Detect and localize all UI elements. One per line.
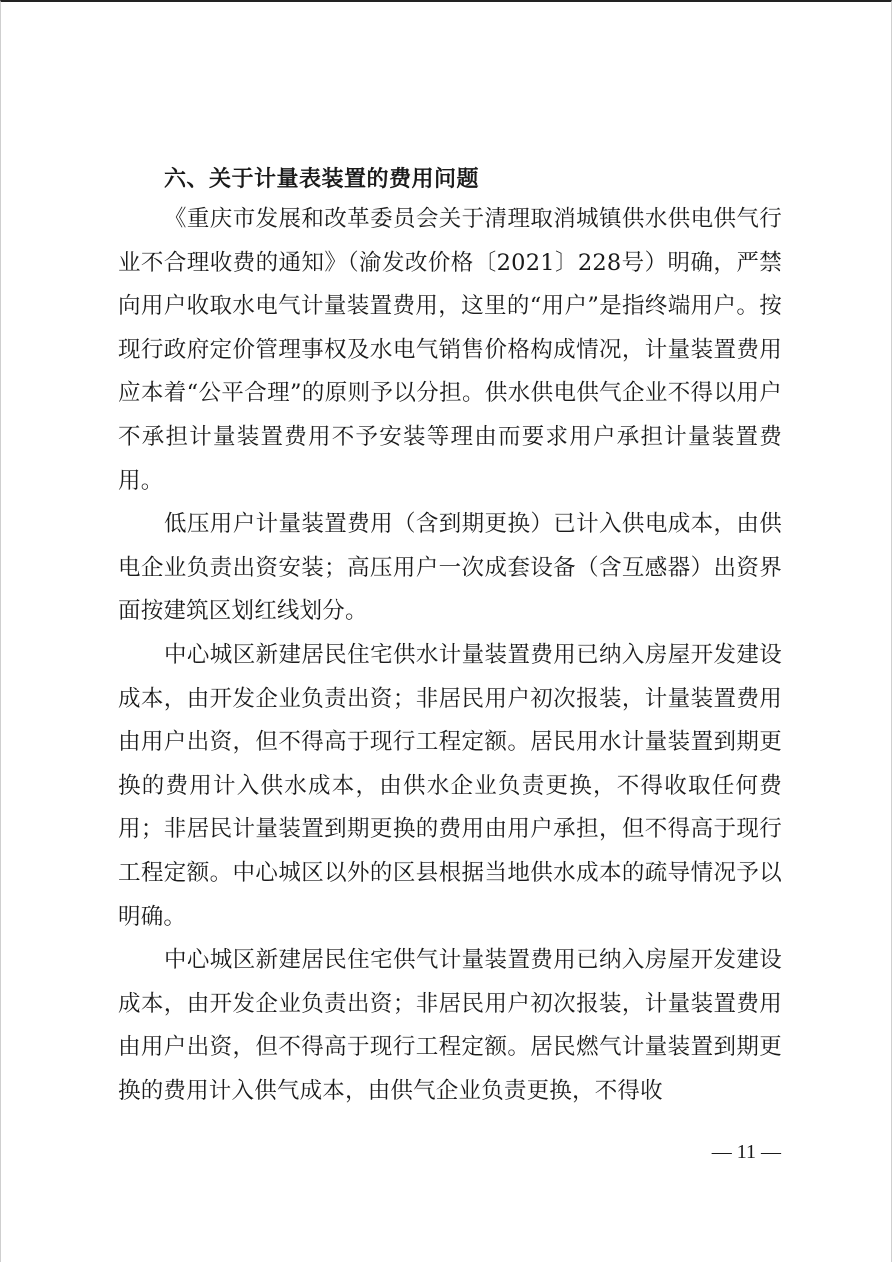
paragraph-2: 低压用户计量装置费用（含到期更换）已计入供电成本，由供电企业负责出资安装；高压用户一次成套设备（含互感器）出资界面按建筑区划红线划分。 — [118, 511, 782, 625]
page-number: — 11 — — [711, 1141, 781, 1163]
paragraph-3: 中心城区新建居民住宅供水计量装置费用已纳入房屋开发建设成本，由开发企业负责出资；非居民用户初次报装，计量装置费用由用户出资，但不得高于现行工程定额。居民用水计量装置到期更换的费用计入供水成本，由供水企业负责更换，不得收取任何费用；非居民计量装置到期更换的费用由用户承担，但不得高于现行工程定额。中心城区以外的区县根据当地供水成本的疏导情况予以明确。 — [118, 641, 782, 930]
paragraph-1: 《重庆市发展和改革委员会关于清理取消城镇供水供电供气行业不合理收费的通知》（渝发改价格〔2021〕228号）明确，严禁向用户收取水电气计量装置费用，这里的“用户”是指终端用户。按现行政府定价管理事权及水电气销售价格构成情况，计量装置费用应本着“公平合理”的原则予以分担。供水供电供气企业不得以用户不承担计量装置费用不予安装等理由而要求用户承担计量装置费用。 — [118, 206, 782, 494]
paragraph-4: 中心城区新建居民住宅供气计量装置费用已纳入房屋开发建设成本，由开发企业负责出资；非居民用户初次报装，计量装置费用由用户出资，但不得高于现行工程定额。居民燃气计量装置到期更换的费用计入供气成本，由供气企业负责更换，不得收 — [118, 947, 782, 1104]
section-heading: 六、关于计量表装置的费用问题 — [164, 167, 480, 192]
document-body — [118, 162, 782, 1113]
